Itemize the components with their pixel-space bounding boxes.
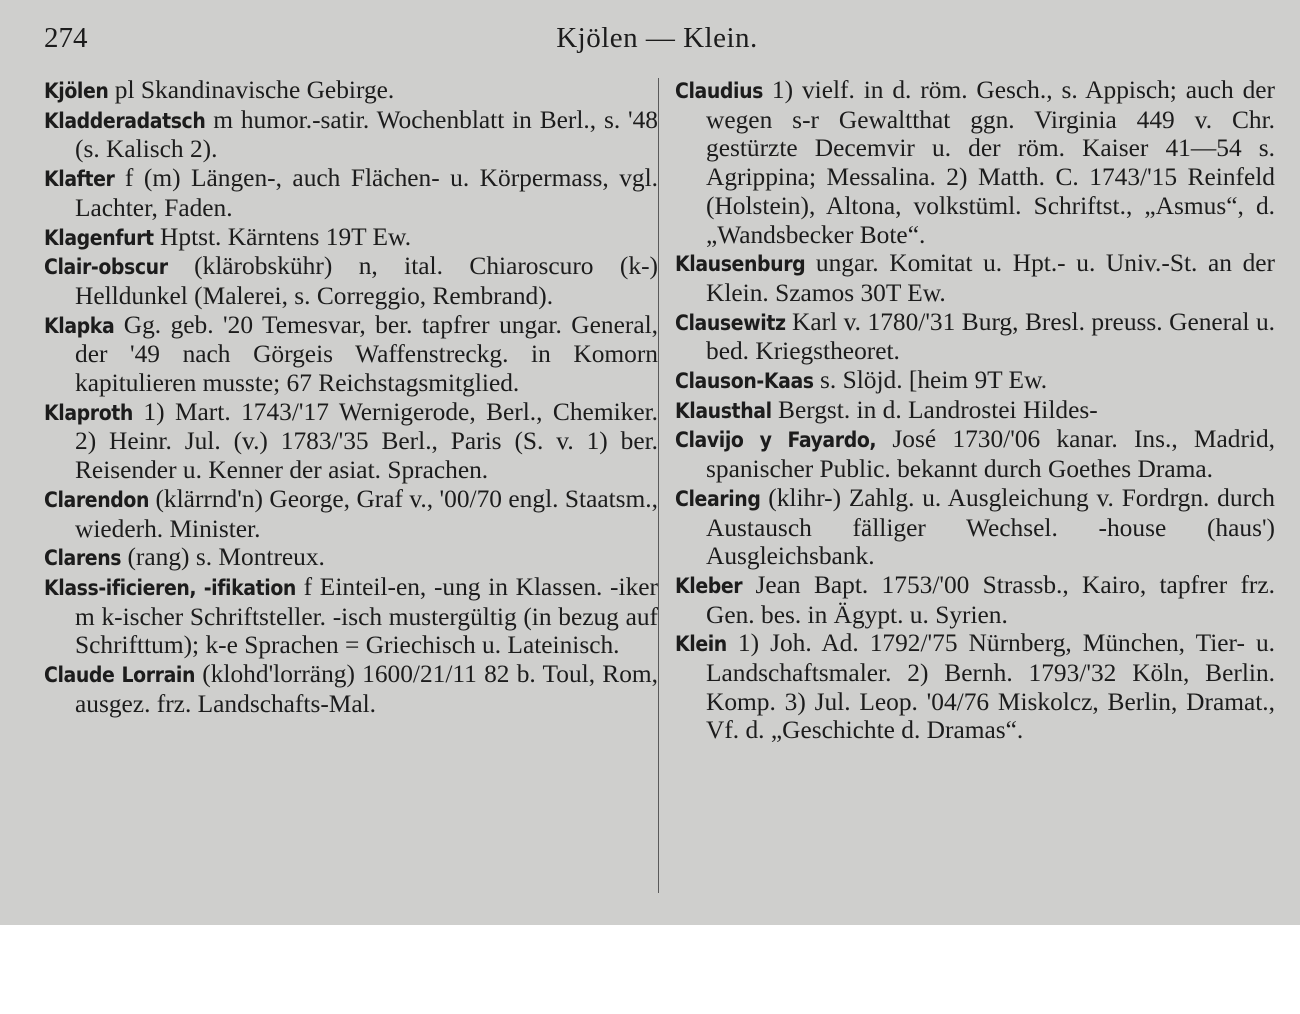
- entry-text: pl Skandinavische Gebirge.: [108, 76, 395, 104]
- entry-headword: Clarens: [44, 546, 122, 571]
- entry-text: (klärrnd'n) George, Graf v., '00/70 engl. Staatsm., wiederh. Minister.: [75, 484, 658, 543]
- entry-text: m humor.-satir. Wochenblatt in Berl., s. '48 (s. Kalisch 2).: [75, 105, 658, 164]
- dictionary-entry: [675, 366, 1275, 396]
- entry-headword: Kladderadatsch: [44, 108, 206, 133]
- dictionary-entry: [675, 571, 1275, 629]
- dictionary-entry: [675, 308, 1275, 366]
- entry-text: (klohd'lorräng) 1600/21/11 82 b. Toul, Rom, ausgez. frz. Landschafts-Mal.: [75, 660, 658, 718]
- entry-text: Karl v. 1780/'31 Burg, Bresl. preuss. General u. bed. Kriegstheoret.: [706, 307, 1275, 366]
- entry-headword: Clausewitz: [675, 310, 786, 335]
- left-column: [44, 76, 658, 718]
- dictionary-entry: [675, 76, 1275, 249]
- entry-text: Jean Bapt. 1753/'00 Strassb., Kairo, tapfrer frz. Gen. bes. in Ägypt. u. Syrien.: [706, 570, 1275, 629]
- dictionary-entry: [44, 398, 658, 485]
- dictionary-entry: [44, 485, 658, 543]
- entry-headword: Clearing: [675, 486, 761, 511]
- entry-text: 1) vielf. in d. röm. Gesch., s. Appisch; auch der wegen s-r Gewaltthat ggn. Virginia 449 v. Chr. gestürzte Decemvir u. der röm. Kaiser 41—54 s. Agrippina; Messalina. 2) Matth. C. 1743/'15 Reinfeld (Holstein), Altona, volkstüml. Schriftst., „Asmus“, d. „Wandsbecker Bote“.: [706, 76, 1275, 249]
- entry-headword: Clarendon: [44, 487, 150, 512]
- entry-text: (klärobskühr) n, ital. Chiaroscuro (k-) Helldunkel (Malerei, s. Correggio, Rembrand).: [75, 252, 658, 310]
- entry-text: ungar. Komitat u. Hpt.- u. Univ.-St. an der Klein. Szamos 30T Ew.: [706, 249, 1275, 307]
- dictionary-entry: [675, 249, 1275, 307]
- entry-text: (rang) s. Montreux.: [121, 543, 325, 572]
- entry-text: 1) Mart. 1743/'17 Wernigerode, Berl., Chemiker. 2) Heinr. Jul. (v.) 1783/'35 Berl., Paris (S. v. 1) ber. Reisender u. Kenner der asiat. Sprachen.: [75, 397, 658, 485]
- dictionary-entry: [44, 164, 658, 222]
- entry-headword: Klapka: [44, 313, 115, 338]
- dictionary-entry: [675, 396, 1275, 426]
- entry-headword: Claude Lorrain: [44, 663, 196, 688]
- dictionary-entry: [44, 252, 658, 310]
- entry-headword: Klass-ificieren, -ifikation: [44, 575, 296, 600]
- dictionary-entry: [44, 76, 658, 106]
- entry-headword: Klaproth: [44, 400, 133, 425]
- dictionary-entry: [675, 425, 1275, 483]
- entry-headword: Claudius: [675, 79, 764, 103]
- entry-text: Hptst. Kärntens 19T Ew.: [153, 222, 412, 251]
- entry-headword: Klagenfurt: [44, 225, 154, 250]
- entry-text: (klihr-) Zahlg. u. Ausgleichung v. Fordrgn. durch Austausch fälliger Wechsel. -house (haus') Ausgleichsbank.: [706, 483, 1275, 571]
- entry-headword: Klein: [675, 632, 727, 657]
- dictionary-entry: [44, 311, 658, 398]
- entry-headword: Kleber: [675, 573, 743, 598]
- entry-headword: Klausenburg: [675, 252, 806, 277]
- entry-text: f Einteil-en, -ung in Klassen. -iker m k-ischer Schriftsteller. -isch mustergültig (in bezug auf Schrifttum); k-e Sprachen = Griechisch u. Lateinisch.: [75, 572, 658, 660]
- entry-text: f (m) Längen-, auch Flächen- u. Körpermass, vgl. Lachter, Faden.: [75, 164, 658, 222]
- entry-headword: Kjölen: [44, 79, 109, 103]
- entry-headword: Clavijo y Fayardo,: [675, 428, 877, 453]
- entry-text: José 1730/'06 kanar. Ins., Madrid, spanischer Public. bekannt durch Goethes Drama.: [706, 425, 1276, 484]
- entry-text: Gg. geb. '20 Temesvar, ber. tapfrer ungar. General, der '49 nach Görgeis Waffenstreckg. in Komorn kapitulieren musste; 67 Reichstagsmitglied.: [75, 310, 658, 398]
- entry-text: Bergst. in d. Landrostei Hildes-: [771, 395, 1098, 424]
- right-column: [675, 76, 1275, 745]
- dictionary-entry: [44, 543, 658, 573]
- entry-headword: Clair-obscur: [44, 255, 168, 280]
- entry-text: 1) Joh. Ad. 1792/'75 Nürnberg, München, Tier- u. Landschaftsmaler. 2) Bernh. 1793/'32 Köln, Berlin. Komp. 3) Jul. Leop. '04/76 Miskolcz, Berlin, Dramat., Vf. d. „Geschichte d. Dramas“.: [706, 629, 1275, 745]
- column-divider: [658, 78, 659, 893]
- entry-headword: Klausthal: [675, 398, 772, 423]
- page-header: [44, 22, 1270, 62]
- dictionary-entry: [44, 660, 658, 718]
- running-head: Kjölen — Klein.: [556, 22, 758, 54]
- bottom-margin: [0, 925, 1300, 1014]
- entry-headword: Clauson-Kaas: [675, 369, 814, 394]
- dictionary-entry: [675, 629, 1275, 745]
- dictionary-entry: [675, 484, 1275, 571]
- entry-text: s. Slöjd. [heim 9T Ew.: [813, 366, 1048, 395]
- dictionary-entry: [44, 573, 658, 660]
- page-number: 274: [44, 22, 88, 54]
- entry-headword: Klafter: [44, 167, 115, 192]
- dictionary-entry: [44, 106, 658, 164]
- dictionary-entry: [44, 223, 658, 253]
